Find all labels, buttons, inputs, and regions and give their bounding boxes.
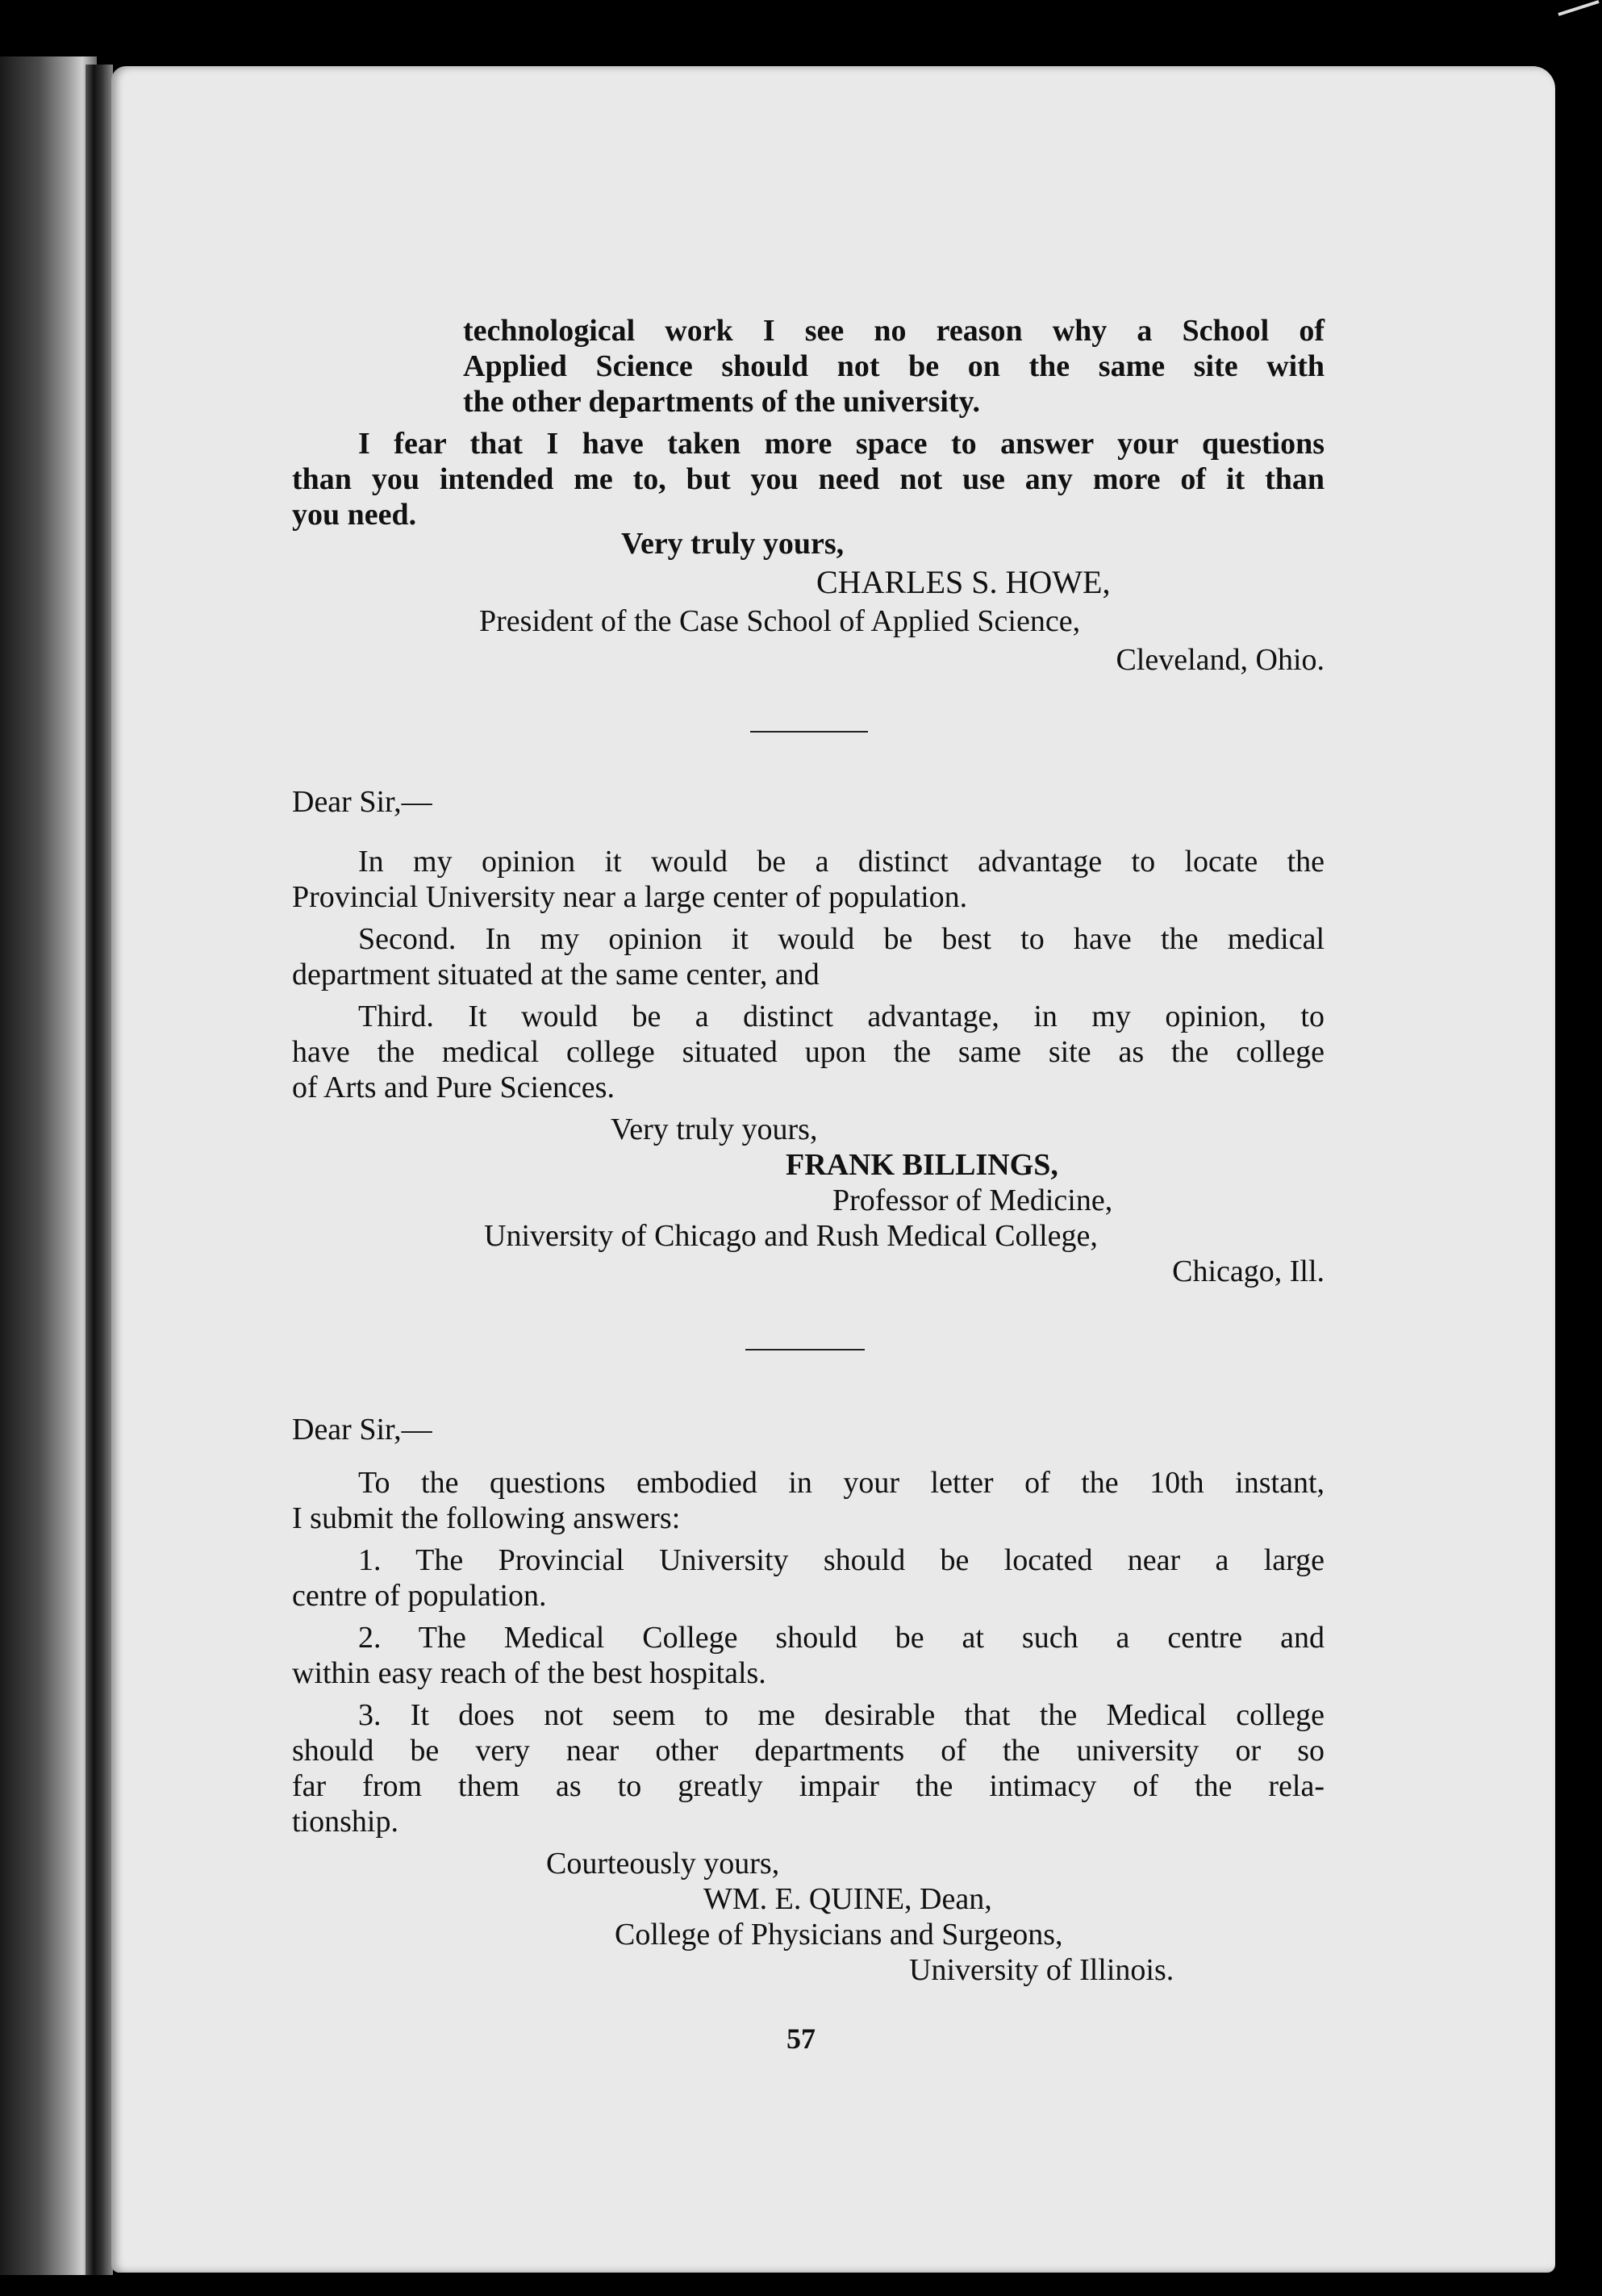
letter3-closing: Courteously yours,: [546, 1847, 780, 1881]
letter3-title: College of Physicians and Surgeons,: [615, 1918, 1063, 1952]
letter2-line: Third. It would be a distinct advantage, in my opinion, to: [358, 1000, 1325, 1033]
separator: [745, 1349, 865, 1350]
letter2-closing: Very truly yours,: [611, 1113, 818, 1146]
letter3-line: 2. The Medical College should be at such a centre and: [358, 1621, 1325, 1655]
letter2-location: Chicago, Ill.: [1172, 1254, 1325, 1288]
letter1-line: technological work I see no reason why a School of: [463, 314, 1325, 348]
pencil-mark: [1542, 0, 1602, 16]
letter3-line: To the questions embodied in your letter of the 10th instant,: [358, 1466, 1325, 1500]
letter3-affiliation: University of Illinois.: [909, 1953, 1174, 1987]
letter1-line: I fear that I have taken more space to answer your questions: [358, 427, 1325, 461]
letter3-line: should be very near other departments of the university or so: [292, 1734, 1325, 1768]
letter2: [292, 784, 1325, 1289]
letter2-line: department situated at the same center, and: [292, 958, 820, 991]
letter1-line: Applied Science should not be on the same site with: [463, 349, 1325, 383]
letter1-body: [292, 313, 1325, 532]
facing-page-edge: [0, 56, 97, 2275]
letter3-line: 1. The Provincial University should be located near a large: [358, 1543, 1325, 1577]
letter2-line: Second. In my opinion it would be best to have the medical: [358, 922, 1325, 956]
letter1-closing: Very truly yours,: [621, 527, 845, 561]
letter3-line: within easy reach of the best hospitals.: [292, 1656, 766, 1690]
letter3-line: 3. It does not seem to me desirable that the Medical college: [358, 1698, 1325, 1732]
letter2-line: have the medical college situated upon the same site as the college: [292, 1035, 1325, 1069]
letter3-line: tionship.: [292, 1805, 398, 1839]
letter1-signature-block: [292, 565, 1325, 678]
letter1-title: President of the Case School of Applied Science,: [479, 604, 1081, 638]
letter2-signature: FRANK BILLINGS,: [786, 1148, 1058, 1182]
letter3-line: far from them as to greatly impair the intimacy of the rela-: [292, 1769, 1325, 1803]
book-spine: [86, 65, 113, 2275]
page-number: 57: [786, 2023, 816, 2055]
letter1-signature: CHARLES S. HOWE,: [816, 564, 1111, 600]
letter3-line: centre of population.: [292, 1579, 547, 1613]
letter3-line: I submit the following answers:: [292, 1501, 681, 1535]
letter1-line: than you intended me to, but you need not use any more of it than: [292, 462, 1325, 496]
letter2-title: Professor of Medicine,: [832, 1183, 1113, 1217]
separator: [750, 731, 868, 733]
letter1-signoff: [292, 526, 1325, 561]
letter2-salutation: Dear Sir,—: [292, 785, 432, 819]
letter1-location: Cleveland, Ohio.: [1116, 643, 1325, 677]
letter1-line: you need.: [292, 498, 417, 532]
letter3-salutation: Dear Sir,—: [292, 1413, 432, 1446]
letter3: [292, 1412, 1325, 1988]
letter3-signature: WM. E. QUINE, Dean,: [703, 1882, 992, 1916]
letter1-line: the other departments of the university.: [463, 385, 981, 419]
letter2-affiliation: University of Chicago and Rush Medical College,: [484, 1219, 1098, 1253]
letter2-line: of Arts and Pure Sciences.: [292, 1071, 615, 1104]
letter2-line: In my opinion it would be a distinct advantage to locate the: [358, 845, 1325, 879]
letter2-line: Provincial University near a large center of population.: [292, 880, 968, 914]
